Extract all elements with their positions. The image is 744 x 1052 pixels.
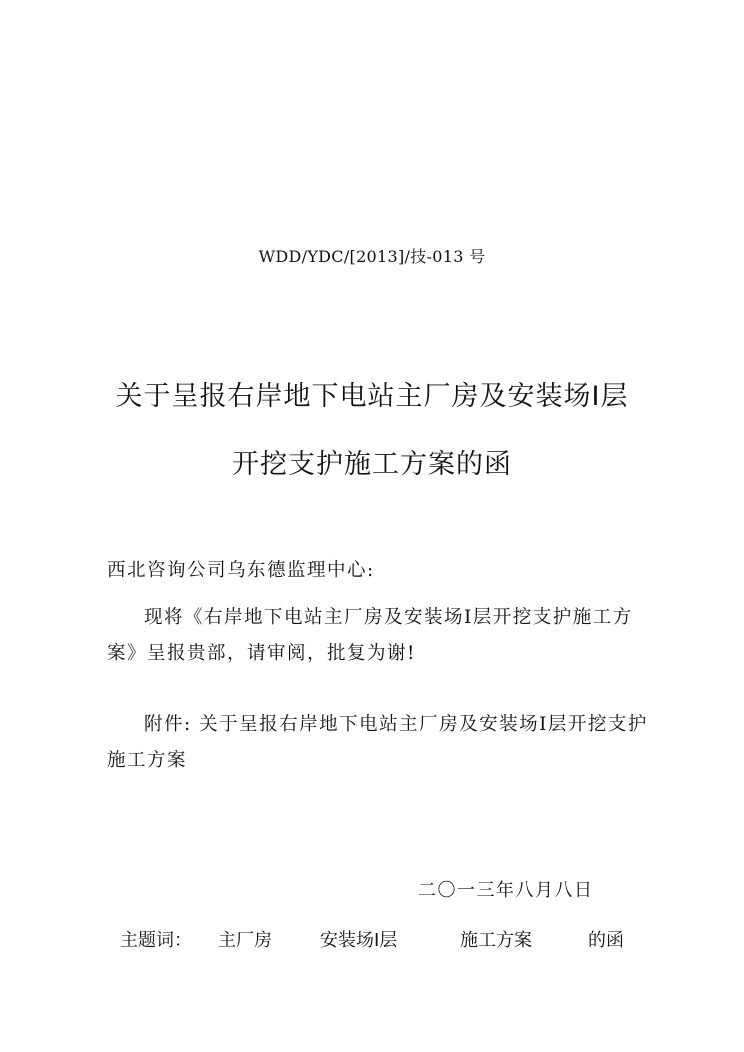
- keywords-label: 主题词：: [120, 930, 192, 951]
- keyword-item: 主厂房: [218, 930, 272, 951]
- attachment-paragraph: 附件: 关于呈报右岸地下电站主厂房及安装场Ⅰ层开挖支护施工方案: [107, 714, 648, 771]
- keyword-item: 施工方案: [460, 930, 532, 951]
- subject-keywords: [120, 926, 680, 952]
- addressee: 西北咨询公司乌东德监理中心:: [107, 560, 375, 581]
- issue-date: 二〇一三年八月八日: [418, 880, 594, 901]
- title-line-1: 关于呈报右岸地下电站主厂房及安装场Ⅰ层: [115, 381, 629, 412]
- body-paragraph: 现将《右岸地下电站主厂房及安装场Ⅰ层开挖支护施工方案》呈报贵部，请审阅，批复为谢!: [107, 607, 633, 664]
- document-number: WDD/YDC/[2013]/技-013 号: [258, 247, 486, 266]
- keyword-item: 安装场Ⅰ层: [320, 930, 398, 951]
- keyword-item: 的函: [588, 930, 624, 951]
- title-line-2: 开挖支护施工方案的函: [232, 449, 512, 480]
